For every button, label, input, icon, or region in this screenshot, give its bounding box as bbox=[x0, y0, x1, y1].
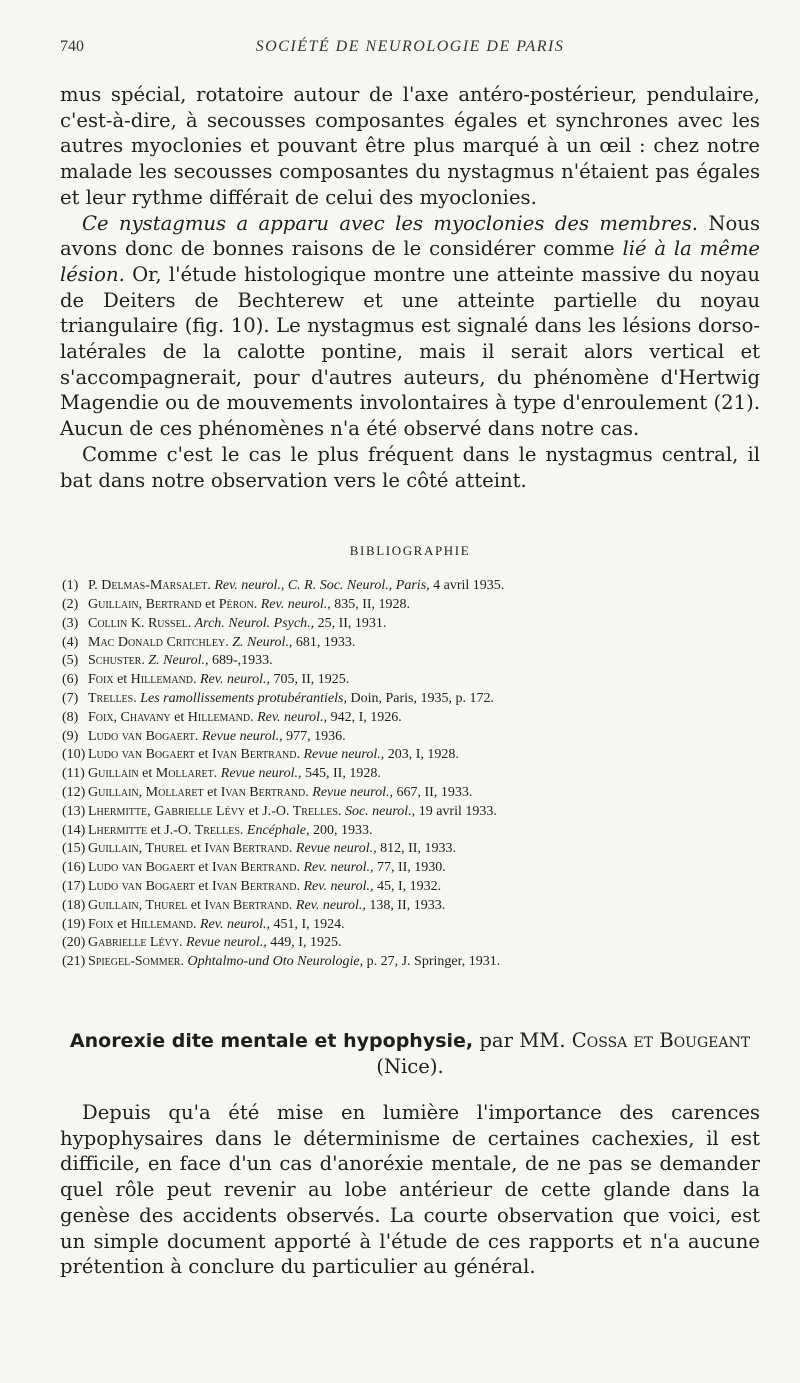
reference-journal: Revue neurol., bbox=[292, 841, 377, 857]
reference-item bbox=[62, 615, 760, 634]
reference-item bbox=[62, 878, 760, 897]
reference-item bbox=[62, 765, 760, 784]
reference-authors-2: Hillemand. bbox=[130, 672, 197, 688]
reference-conjunction: et bbox=[194, 860, 212, 876]
reference-item bbox=[62, 596, 760, 615]
paragraph-1: mus spécial, rotatoire autour de l'axe antéro-postérieur, pendulaire, c'est-à-dire, à secousses composantes égales et synchrones avec les autres myoclonies et pouvant être plus marqué à un œil : chez notre malade les secousses composantes du nystagmus n'étaient pas égales et leur rythme différait de celui des myoclonies. bbox=[60, 83, 760, 209]
reference-journal: Rev. neurol., bbox=[292, 897, 366, 913]
article-byline-prefix: par MM. bbox=[473, 1028, 572, 1052]
reference-item bbox=[62, 577, 760, 596]
article-paragraph-1: Depuis qu'a été mise en lumière l'importance des carences hypophysaires dans le déterminisme de certaines cachexies, il est difficile, en face d'un cas d'anoréxie mentale, de ne pas se demander quel rôle peut revenir au lobe antérieur de cette glande dans la genèse des accidents observés. La courte observation que voici, est un simple document apporté à l'étude de ces rapports et n'a aucune prétention à conclure du particulier au général. bbox=[60, 1100, 760, 1279]
reference-details: 19 avril 1933. bbox=[415, 803, 497, 819]
reference-authors: Ludo van Bogaert bbox=[88, 747, 195, 763]
reference-conjunction: et bbox=[113, 672, 131, 688]
reference-number: (9) bbox=[62, 728, 79, 744]
reference-details: 451, I, 1924. bbox=[269, 916, 345, 932]
reference-journal: Revue neurol., bbox=[198, 728, 283, 744]
reference-authors: Mac Donald Critchley. bbox=[88, 634, 229, 650]
reference-authors: Lhermitte, Gabrielle Lévy bbox=[88, 803, 246, 819]
reference-authors: Foix, Chavany bbox=[88, 709, 171, 725]
reference-item bbox=[62, 746, 760, 765]
article-body bbox=[60, 1100, 760, 1280]
reference-details: 689-,1933. bbox=[208, 653, 273, 669]
reference-authors-2: Ivan Bertrand. bbox=[212, 879, 300, 894]
reference-conjunction: et bbox=[147, 822, 165, 838]
reference-conjunction: et bbox=[170, 709, 188, 725]
reference-number: (3) bbox=[62, 615, 79, 631]
bibliography-list bbox=[60, 577, 760, 972]
reference-number: (10) bbox=[62, 747, 86, 763]
reference-conjunction: et bbox=[113, 916, 131, 932]
reference-details: 812, II, 1933. bbox=[376, 841, 456, 857]
reference-journal: Revue neurol., bbox=[182, 935, 267, 951]
reference-details: 25, II, 1931. bbox=[314, 615, 387, 631]
reference-item bbox=[62, 690, 760, 709]
reference-journal: Rev. neurol., bbox=[196, 916, 270, 932]
reference-authors: Ludo van Bogaert. bbox=[88, 728, 199, 744]
reference-authors-2: Péron. bbox=[218, 597, 258, 613]
reference-item bbox=[62, 652, 760, 671]
reference-item bbox=[62, 859, 760, 878]
reference-item bbox=[62, 634, 760, 653]
article-authors: Cossa et Bougeant bbox=[571, 1028, 751, 1052]
reference-details: 4 avril 1935. bbox=[429, 578, 505, 594]
reference-number: (13) bbox=[62, 803, 86, 819]
reference-journal: Rev. neurol., bbox=[300, 860, 374, 876]
reference-authors: P. Delmas-Marsalet. bbox=[88, 578, 211, 594]
reference-number: (2) bbox=[62, 597, 79, 613]
bibliography-title: BIBLIOGRAPHIE bbox=[349, 543, 471, 559]
reference-details: Doin, Paris, 1935, p. 172. bbox=[346, 691, 494, 707]
reference-journal: Z. Neurol., bbox=[228, 634, 293, 650]
reference-authors-2: Ivan Bertrand. bbox=[212, 747, 300, 763]
reference-authors: Schuster. bbox=[88, 653, 145, 669]
reference-item bbox=[62, 953, 760, 972]
article-heading bbox=[60, 1028, 760, 1080]
reference-journal: Les ramollissements protubérantiels, bbox=[136, 691, 347, 707]
reference-authors-2: Ivan Bertrand. bbox=[212, 860, 300, 876]
reference-number: (6) bbox=[62, 672, 79, 688]
reference-number: (14) bbox=[62, 822, 86, 838]
reference-authors: Foix bbox=[88, 916, 114, 932]
reference-number: (12) bbox=[62, 785, 86, 801]
article-affiliation: (Nice). bbox=[376, 1054, 444, 1078]
page-number: 740 bbox=[60, 38, 84, 55]
reference-journal: Revue neurol., bbox=[308, 785, 393, 801]
paragraph-2-italic-phrase: lié à la même lésion. bbox=[60, 237, 761, 286]
reference-authors: Ludo van Bogaert bbox=[88, 879, 195, 894]
reference-conjunction: et bbox=[138, 766, 156, 782]
reference-item bbox=[62, 709, 760, 728]
reference-authors: Trelles. bbox=[88, 691, 137, 707]
reference-details: 942, I, 1926. bbox=[327, 709, 402, 725]
reference-authors-2: Hillemand. bbox=[187, 709, 254, 725]
reference-conjunction: et bbox=[187, 897, 205, 913]
reference-conjunction: et bbox=[201, 597, 219, 613]
reference-journal: Rev. neurol., bbox=[257, 597, 331, 613]
reference-journal: Rev. neurol., bbox=[196, 672, 270, 688]
reference-authors: Spiegel-Sommer. bbox=[88, 954, 184, 970]
reference-details: 449, I, 1925. bbox=[266, 935, 342, 951]
reference-item bbox=[62, 897, 760, 916]
reference-journal: Z. Neurol., bbox=[144, 653, 209, 669]
reference-item bbox=[62, 934, 760, 953]
reference-conjunction: et bbox=[187, 841, 205, 857]
reference-number: (20) bbox=[62, 935, 86, 951]
reference-details: 45, I, 1932. bbox=[373, 879, 442, 894]
reference-authors: Guillain bbox=[88, 766, 139, 782]
reference-details: 667, II, 1933. bbox=[393, 785, 473, 801]
reference-details: 138, II, 1933. bbox=[365, 897, 446, 913]
paragraph-2-text-b: Or, l'étude histologique montre une atteinte massive du noyau de Deiters de Bechterew et une atteinte partielle du noyau triangulaire (fig. 10). Le nystagmus est signalé dans les lésions dorso-latérales de la calotte pontine, mais il serait alors vertical et s'accompagnerait, pour d'autres auteurs, du phénomène d'Hertwig Magendie ou de mouvements involontaires à type d'enroulement (21). Aucun de ces phénomènes n'a été observé dans notre cas. bbox=[60, 262, 760, 441]
reference-number: (1) bbox=[62, 578, 79, 594]
reference-authors-2: Mollaret. bbox=[155, 766, 218, 782]
running-header bbox=[60, 38, 760, 64]
reference-authors-2: Hillemand. bbox=[130, 916, 197, 932]
reference-journal: Revue neurol., bbox=[300, 747, 385, 763]
reference-details: 203, I, 1928. bbox=[384, 747, 459, 763]
reference-authors-2: Ivan Bertrand. bbox=[220, 785, 309, 801]
reference-authors: Collin K. Russel. bbox=[88, 615, 192, 631]
reference-details: 681, 1933. bbox=[292, 634, 356, 650]
paragraph-3: Comme c'est le cas le plus fréquent dans le nystagmus central, il bat dans notre observation vers le côté atteint. bbox=[60, 442, 760, 492]
paragraph-2 bbox=[60, 211, 760, 442]
paragraph-2-italic-lead: Ce nystagmus a apparu avec les myoclonies des membres. bbox=[82, 211, 698, 235]
reference-authors: Foix bbox=[88, 672, 114, 688]
main-text bbox=[60, 82, 760, 493]
paragraph-2-text-a: Nous avons donc de bonnes raisons de le considérer comme bbox=[60, 211, 760, 261]
reference-authors: Guillain, Bertrand bbox=[88, 597, 202, 613]
reference-authors: Lhermitte bbox=[88, 822, 148, 838]
reference-journal: Rev. neurol., bbox=[300, 879, 374, 894]
reference-conjunction: et bbox=[194, 747, 212, 763]
reference-number: (18) bbox=[62, 897, 86, 913]
reference-journal: Encéphale, bbox=[243, 822, 310, 838]
reference-journal: Ophtalmo-und Oto Neurologie, bbox=[183, 954, 364, 970]
reference-number: (15) bbox=[62, 841, 86, 857]
reference-details: 977, 1936. bbox=[282, 728, 346, 744]
reference-number: (17) bbox=[62, 879, 86, 894]
reference-item bbox=[62, 784, 760, 803]
reference-item bbox=[62, 822, 760, 841]
reference-authors: Guillain, Thurel bbox=[88, 897, 188, 913]
article-title: Anorexie dite mentale et hypophysie, bbox=[69, 1029, 474, 1052]
reference-authors-2: Ivan Bertrand. bbox=[204, 841, 293, 857]
reference-number: (11) bbox=[62, 766, 85, 782]
reference-authors-2: J.-O. Trelles. bbox=[262, 803, 342, 819]
reference-number: (16) bbox=[62, 860, 86, 876]
reference-journal: Soc. neurol., bbox=[341, 803, 416, 819]
reference-journal: Arch. Neurol. Psych., bbox=[191, 615, 315, 631]
reference-details: 200, 1933. bbox=[309, 822, 373, 838]
reference-authors: Gabrielle Lévy. bbox=[88, 935, 183, 951]
reference-details: 705, II, 1925. bbox=[269, 672, 350, 688]
reference-conjunction: et bbox=[194, 879, 212, 894]
reference-number: (4) bbox=[62, 634, 79, 650]
reference-number: (19) bbox=[62, 916, 86, 932]
page bbox=[60, 38, 760, 1280]
reference-authors-2: J.-O. Trelles. bbox=[164, 822, 244, 838]
reference-authors: Ludo van Bogaert bbox=[88, 860, 195, 876]
reference-authors-2: Ivan Bertrand. bbox=[204, 897, 293, 913]
reference-item bbox=[62, 916, 760, 935]
reference-item bbox=[62, 840, 760, 859]
reference-authors: Guillain, Thurel bbox=[88, 841, 188, 857]
reference-details: 835, II, 1928. bbox=[330, 597, 411, 613]
reference-number: (7) bbox=[62, 691, 79, 707]
reference-journal: Rev. neurol., bbox=[253, 709, 328, 725]
reference-journal: Revue neurol., bbox=[217, 766, 302, 782]
running-title: SOCIÉTÉ DE NEUROLOGIE DE PARIS bbox=[255, 38, 565, 55]
reference-details: p. 27, J. Springer, 1931. bbox=[363, 954, 501, 970]
reference-number: (8) bbox=[62, 709, 79, 725]
reference-conjunction: et bbox=[245, 803, 263, 819]
reference-item bbox=[62, 803, 760, 822]
reference-item bbox=[62, 728, 760, 747]
reference-conjunction: et bbox=[203, 785, 221, 801]
reference-number: (21) bbox=[62, 954, 86, 970]
reference-number: (5) bbox=[62, 653, 79, 669]
reference-details: 77, II, 1930. bbox=[373, 860, 446, 876]
reference-item bbox=[62, 671, 760, 690]
reference-details: 545, II, 1928. bbox=[301, 766, 381, 782]
reference-journal: Rev. neurol., C. R. Soc. Neurol., Paris, bbox=[214, 578, 430, 594]
reference-authors: Guillain, Mollaret bbox=[88, 785, 204, 801]
